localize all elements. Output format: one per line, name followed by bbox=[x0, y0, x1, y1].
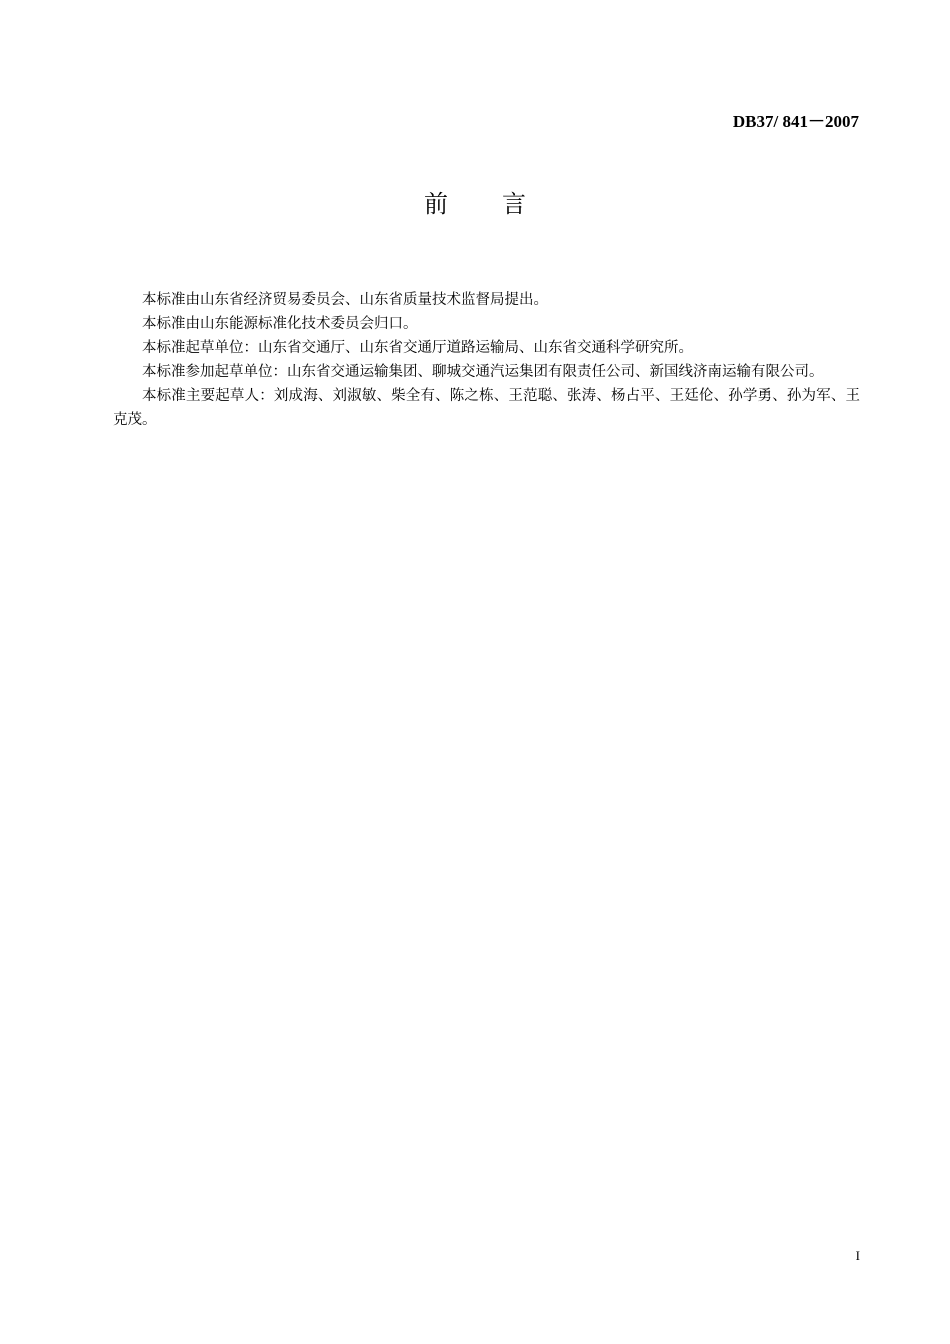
title-char-2: 言 bbox=[502, 190, 526, 218]
title-char-1: 前 bbox=[424, 190, 448, 218]
page-title bbox=[0, 189, 950, 219]
paragraph-drafters: 本标准主要起草人：刘成海、刘淑敏、柴全有、陈之栋、王范聪、张涛、杨占平、王廷伦、孙学勇、孙为军、王克茂。 bbox=[113, 388, 860, 428]
foreword-body bbox=[113, 288, 860, 432]
standard-code: DB37/ 841－2007 bbox=[732, 112, 859, 131]
paragraph-administrator: 本标准由山东能源标准化技术委员会归口。 bbox=[142, 316, 418, 332]
paragraph-participating-units: 本标准参加起草单位：山东省交通运输集团、聊城交通汽运集团有限责任公司、新国线济南运输有限公司。 bbox=[142, 364, 824, 380]
paragraph-drafting-units: 本标准起草单位：山东省交通厅、山东省交通厅道路运输局、山东省交通科学研究所。 bbox=[142, 340, 693, 356]
paragraph-proposer: 本标准由山东省经济贸易委员会、山东省质量技术监督局提出。 bbox=[142, 292, 548, 308]
page-number: I bbox=[855, 1248, 860, 1263]
